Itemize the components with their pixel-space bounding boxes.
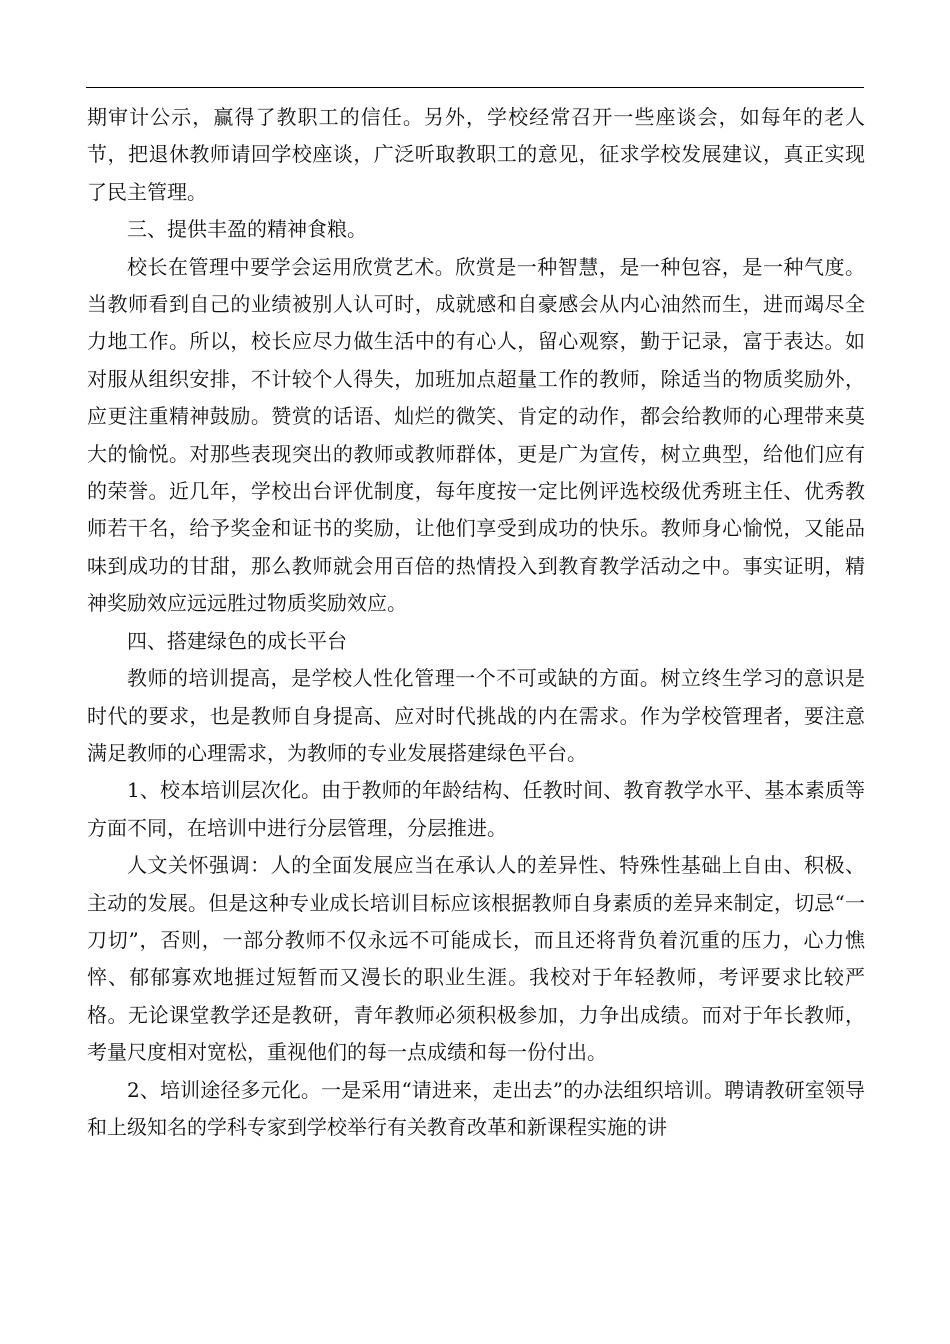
section-heading-3: 三、提供丰盈的精神食粮。 (127, 217, 367, 242)
paragraph-continuation: 期审计公示，赢得了教职工的信任。另外，学校经常召开一些座谈会，如每年的老人节，把退休教师请回学校座谈，广泛听取教职工的意见，征求学校发展建议，真正实现了民主管理。 (87, 105, 865, 204)
header-rule (86, 87, 864, 88)
paragraph: 1、校本培训层次化。由于教师的年龄结构、任教时间、教育教学水平、基本素质等方面不同，在培训中进行分层管理，分层推进。 (87, 778, 865, 840)
paragraph: 校长在管理中要学会运用欣赏艺术。欣赏是一种智慧，是一种包容，是一种气度。当教师看到自己的业绩被别人认可时，成就感和自豪感会从内心油然而生，进而竭尽全力地工作。所以，校长应尽力做生活中的有心人，留心观察，勤于记录，富于表达。如对服从组织安排，不计较个人得失，加班加点超量工作的教师，除适当的物质奖励外，应更注重精神鼓励。赞赏的话语、灿烂的微笑、肯定的动作，都会给教师的心理带来莫大的愉悦。对那些表现突出的教师或教师群体，更是广为宣传，树立典型，给他们应有的荣誉。近几年，学校出台评优制度，每年度按一定比例评选校级优秀班主任、优秀教师若干名，给予奖金和证书的奖励，让他们享受到成功的快乐。教师身心愉悦，又能品味到成功的甘甜，那么教师就会用百倍的热情投入到教育教学活动之中。事实证明，精神奖励效应远远胜过物质奖励效应。 (87, 254, 865, 616)
document-body (87, 99, 865, 1146)
paragraph: 2、培训途径多元化。一是采用“请进来，走出去”的办法组织培训。聘请教研室领导和上级知名的学科专家到学校举行有关教育改革和新课程实施的讲 (87, 1077, 865, 1139)
section-heading-4: 四、搭建绿色的成长平台 (127, 628, 347, 653)
paragraph: 人文关怀强调：人的全面发展应当在承认人的差异性、特殊性基础上自由、积极、主动的发展。但是这种专业成长培训目标应该根据教师自身素质的差异来制定，切忌“一刀切”，否则，一部分教师不仅永远不可能成长，而且还将背负着沉重的压力，心力憔悴、郁郁寡欢地捱过短暂而又漫长的职业生涯。我校对于年轻教师，考评要求比较严格。无论课堂教学还是教研，青年教师必须积极参加，力争出成绩。而对于年长教师，考量尺度相对宽松，重视他们的每一点成绩和每一份付出。 (87, 853, 865, 1065)
paragraph: 教师的培训提高，是学校人性化管理一个不可或缺的方面。树立终生学习的意识是时代的要求，也是教师自身提高、应对时代挑战的内在需求。作为学校管理者，要注意满足教师的心理需求，为教师的专业发展搭建绿色平台。 (87, 666, 865, 765)
